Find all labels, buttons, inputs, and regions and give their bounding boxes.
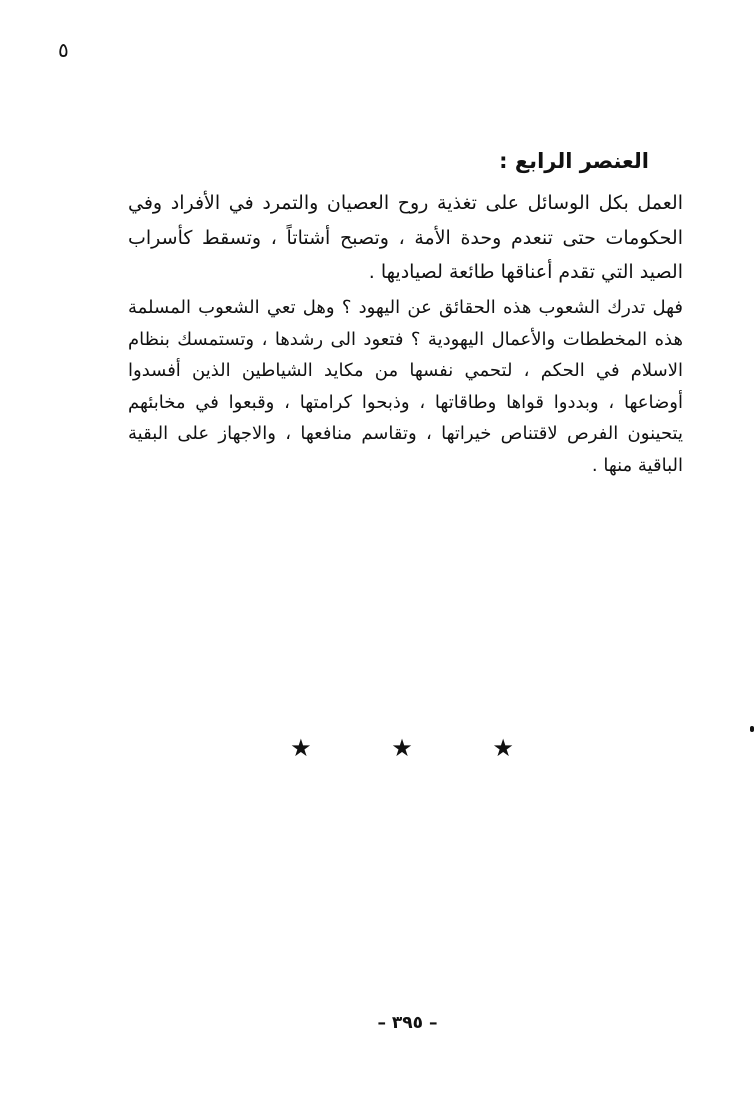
page-corner-number: ٥ <box>58 38 69 62</box>
section-heading: العنصر الرابع : <box>499 149 649 173</box>
section-separator-stars: ★ ★ ★ <box>290 734 550 762</box>
paragraph-1-text: العمل بكل الوسائل على تغذية روح العصيان والتمرد في الأفراد وفي الحكومات حتى تنعدم وحدة الأمة ، وتصبح أشتاتاً ، وتسقط كأسراب الصيد التي تقدم أعناقها طائعة لصياديها . <box>128 192 683 283</box>
paragraph-2 <box>128 292 683 481</box>
ink-speck <box>750 726 754 732</box>
paragraph-1 <box>128 186 683 290</box>
paragraph-2-text: فهل تدرك الشعوب هذه الحقائق عن اليهود ؟ وهل تعي الشعوب المسلمة هذه المخططات والأعمال اليهودية ؟ فتعود الى رشدها ، وتستمسك بنظام الاسلام في الحكم ، لتحمي نفسها من مكايد الشياطين الذين أفسدوا أوضاعها ، وبددوا قواها وطاقاتها ، وذبحوا كرامتها ، وقبعوا في مخابئهم يتحينون الفرص لاقتناص خيراتها ، وتقاسم منافعها ، والاجهاز على البقية الباقية منها . <box>128 297 683 476</box>
page-number: – ٣٩٥ – <box>377 1013 438 1033</box>
